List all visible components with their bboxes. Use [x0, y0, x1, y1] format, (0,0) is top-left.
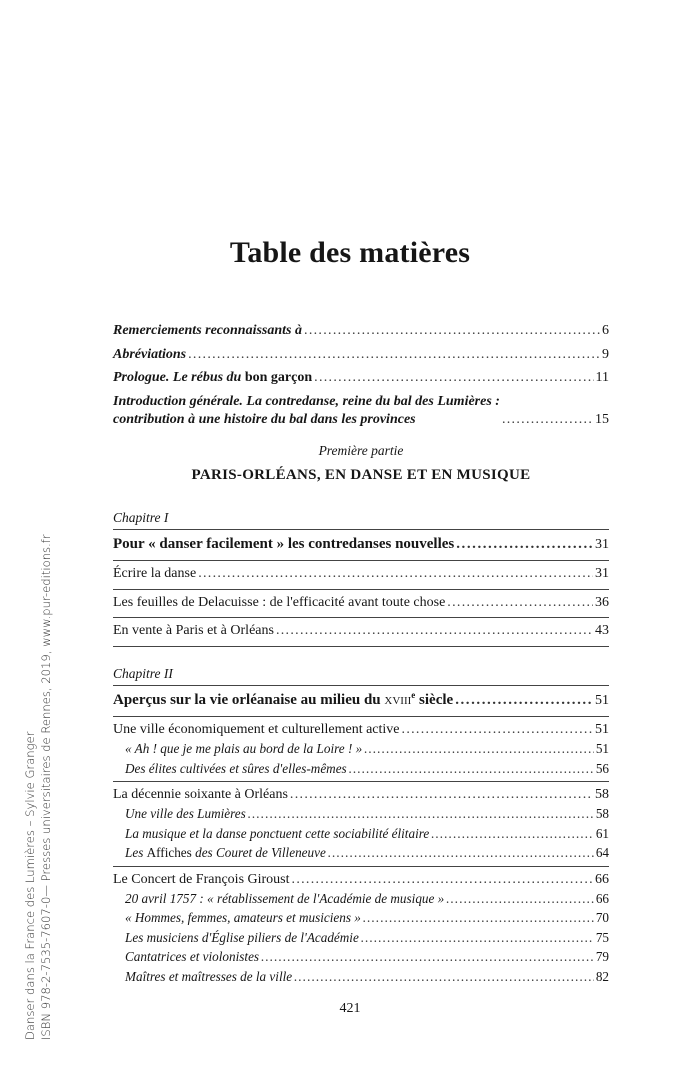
section-rule: [113, 646, 609, 647]
toc-page-number: 58: [595, 787, 609, 802]
section-rule: [113, 589, 609, 590]
toc-entry-abreviations[interactable]: [113, 346, 609, 364]
section-rule: [113, 617, 609, 618]
toc-entry-text: La musique et la danse ponctuent cette sociabilité élitaire: [125, 825, 430, 841]
toc-section[interactable]: [113, 721, 609, 739]
prologue-roman: bon garçon: [244, 370, 313, 385]
dot-leader: [349, 759, 594, 779]
toc-subsection[interactable]: [113, 947, 609, 967]
toc-entry-text: [125, 843, 326, 863]
toc-entry-text: [113, 690, 453, 710]
watermark-line-2: ISBN 978-2-7535-7607-0— Presses universitaires de Rennes, 2019, www.pur-editions.fr: [39, 534, 53, 1040]
toc-page-number: 56: [595, 760, 609, 776]
dot-leader: [292, 871, 593, 889]
chapter-rule: [113, 716, 609, 717]
toc-page-number: 70: [595, 910, 609, 925]
toc-entry-text: « Ah ! que je me plais au bord de la Loire ! »: [125, 741, 363, 756]
chapter-rule: [113, 560, 609, 561]
part-title: PARIS-ORLÉANS, EN DANSE ET EN MUSIQUE: [191, 466, 531, 483]
toc-page-number: 51: [595, 741, 609, 756]
chapter-title-text: Aperçus sur la vie orléanaise au milieu du: [113, 691, 381, 708]
dot-leader: [364, 739, 594, 759]
dot-leader: [447, 594, 593, 612]
century-numeral: xviii: [384, 691, 412, 708]
toc-entry-text: Remerciements reconnaissants à: [113, 323, 303, 338]
toc-entry-prologue[interactable]: [113, 369, 609, 387]
dot-leader: [314, 369, 593, 387]
subsection-part: des Couret de Villeneuve: [195, 845, 326, 860]
chapter-title-text-end: siècle: [419, 691, 454, 708]
toc-page-number: 15: [595, 411, 609, 427]
toc-entry-text: « Hommes, femmes, amateurs et musiciens »: [125, 910, 361, 925]
toc-subsection[interactable]: [113, 804, 609, 824]
chapter-label: Chapitre II: [113, 665, 173, 681]
page-title: Table des matières: [229, 236, 471, 269]
toc-subsection[interactable]: [113, 908, 609, 928]
toc-subsection[interactable]: [113, 739, 609, 759]
side-watermark: [22, 480, 54, 1040]
toc-page-number: 79: [595, 949, 609, 964]
toc-entry-text: Une ville économiquement et culturellement active: [113, 722, 400, 737]
toc-chapter-title[interactable]: [113, 534, 609, 555]
dot-leader: [304, 322, 600, 340]
toc-page-number: 9: [602, 346, 609, 362]
toc-page-number: 64: [595, 845, 609, 860]
dot-leader: [502, 411, 593, 429]
toc-page-number: 31: [595, 566, 609, 581]
toc-page-number: 61: [595, 825, 609, 841]
toc-page-number: 11: [595, 370, 609, 385]
dot-leader: [328, 843, 594, 863]
toc-entry-text: Pour « danser facilement » les contredanses nouvelles: [113, 535, 455, 552]
chapter-label: Chapitre I: [113, 509, 169, 525]
toc-entry-text: Des élites cultivées et sûres d'elles-mêmes: [125, 760, 347, 776]
toc-entry-text: Une ville des Lumières: [125, 806, 246, 821]
dot-leader: [290, 786, 593, 804]
dot-leader: [261, 947, 594, 967]
toc-entry-text: Le Concert de François Giroust: [113, 871, 290, 887]
toc-section[interactable]: [113, 786, 609, 804]
table-of-contents: [113, 322, 609, 986]
section-rule: [113, 781, 609, 782]
toc-subsection[interactable]: [113, 759, 609, 779]
dot-leader: [248, 804, 594, 824]
dot-leader: [455, 690, 593, 710]
toc-page-number: 82: [595, 968, 609, 984]
toc-page-number: 58: [595, 806, 609, 821]
introduction-line-1: Introduction générale. La contredanse, reine du bal des Lumières :: [113, 393, 500, 409]
toc-page-number: 31: [595, 536, 609, 552]
toc-entry-text: Abréviations: [113, 346, 187, 362]
toc-entry-text: 20 avril 1757 : « rétablissement de l'Académie de musique »: [125, 890, 445, 906]
toc-page-number: 43: [595, 623, 609, 638]
dot-leader: [363, 908, 594, 928]
chapter-rule: [113, 529, 609, 530]
dot-leader: [456, 534, 593, 554]
toc-subsection[interactable]: [113, 824, 609, 844]
dot-leader: [276, 622, 593, 640]
toc-entry-text: Cantatrices et violonistes: [125, 949, 260, 964]
toc-subsection[interactable]: [113, 967, 609, 987]
toc-section[interactable]: [113, 622, 609, 640]
dot-leader: [431, 824, 594, 844]
toc-page-number: 51: [595, 692, 609, 708]
toc-page-number: 6: [602, 323, 609, 338]
toc-entry-text: Les feuilles de Delacuisse : de l'efficacité avant toute chose: [113, 594, 446, 610]
toc-subsection[interactable]: [113, 843, 609, 863]
toc-subsection[interactable]: [113, 928, 609, 948]
toc-entry-text: En vente à Paris et à Orléans: [113, 623, 274, 638]
subsection-part: Affiches: [146, 845, 192, 860]
chapter-rule: [113, 685, 609, 686]
toc-section[interactable]: [113, 871, 609, 889]
toc-page-number: 66: [595, 890, 609, 906]
toc-section[interactable]: [113, 594, 609, 612]
toc-entry-introduction[interactable]: [113, 393, 609, 429]
watermark-line-1: Danser dans la France des Lumières – Sylvie Granger: [23, 731, 37, 1040]
dot-leader: [188, 346, 600, 364]
toc-page-number: 75: [595, 929, 609, 945]
dot-leader: [361, 928, 594, 948]
toc-page-number: 51: [595, 722, 609, 737]
page-number: 421: [339, 1001, 361, 1016]
toc-entry-text: Maîtres et maîtresses de la ville: [125, 968, 293, 984]
century-superscript: e: [411, 689, 416, 700]
subsection-part: Les: [125, 845, 144, 860]
dot-leader: [402, 721, 593, 739]
toc-subsection[interactable]: [113, 889, 609, 909]
introduction-line-2: contribution à une histoire du bal dans les provinces: [113, 411, 416, 427]
dot-leader: [294, 967, 594, 987]
toc-chapter-title[interactable]: [113, 690, 609, 711]
toc-entry-text: Les musiciens d'Église piliers de l'Académie: [125, 929, 359, 945]
introduction-text: [113, 393, 500, 429]
toc-page-number: 66: [595, 871, 609, 887]
toc-entry-text: Écrire la danse: [113, 566, 197, 581]
toc-page-number: 36: [595, 594, 609, 610]
dot-leader: [198, 565, 593, 583]
toc-entry-text: La décennie soixante à Orléans: [113, 787, 288, 802]
toc-entry-remerciements[interactable]: [113, 322, 609, 340]
dot-leader: [446, 889, 594, 909]
toc-entry-text: [113, 369, 312, 387]
toc-section[interactable]: [113, 565, 609, 583]
prologue-italic: Prologue. Le rébus du: [113, 370, 242, 385]
section-rule: [113, 866, 609, 867]
part-label: Première partie: [318, 442, 404, 458]
